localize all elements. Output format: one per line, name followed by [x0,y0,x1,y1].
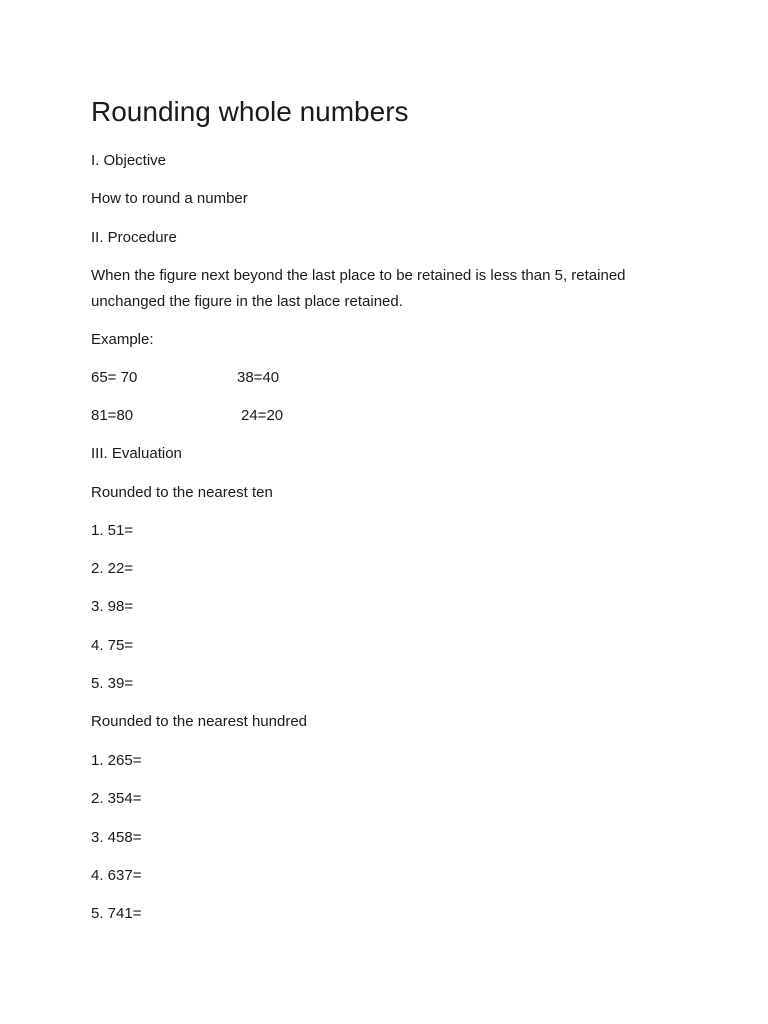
list-item: 1. 51= [91,522,134,539]
list-item: 5. 39= [91,675,134,692]
list-item: 2. 354= [91,790,142,807]
evaluation-heading: III. Evaluation [91,445,182,462]
example-left-2: 81=80 [91,407,134,424]
list-item: 4. 637= [91,867,142,884]
list-item: 1. 265= [91,752,142,769]
list-item: 2. 22= [91,560,134,577]
nearest-hundred-heading: Rounded to the nearest hundred [91,713,307,730]
list-item: 4. 75= [91,637,134,654]
document-title: Rounding whole numbers [91,96,409,127]
objective-heading: I. Objective [91,152,167,169]
nearest-ten-heading: Rounded to the nearest ten [91,484,273,501]
list-item: 3. 458= [91,829,142,846]
procedure-text: When the figure next beyond the last place to be retained is less than 5, retained unchanged the figure in the last place retained. [91,267,626,310]
example-right-1: 38=40 [237,369,280,386]
list-item: 3. 98= [91,598,134,615]
example-heading: Example: [91,331,154,348]
objective-text: How to round a number [91,190,248,207]
procedure-heading: II. Procedure [91,229,177,246]
example-left-1: 65= 70 [91,369,138,386]
list-item: 5. 741= [91,905,142,922]
example-right-2: 24=20 [241,407,284,424]
